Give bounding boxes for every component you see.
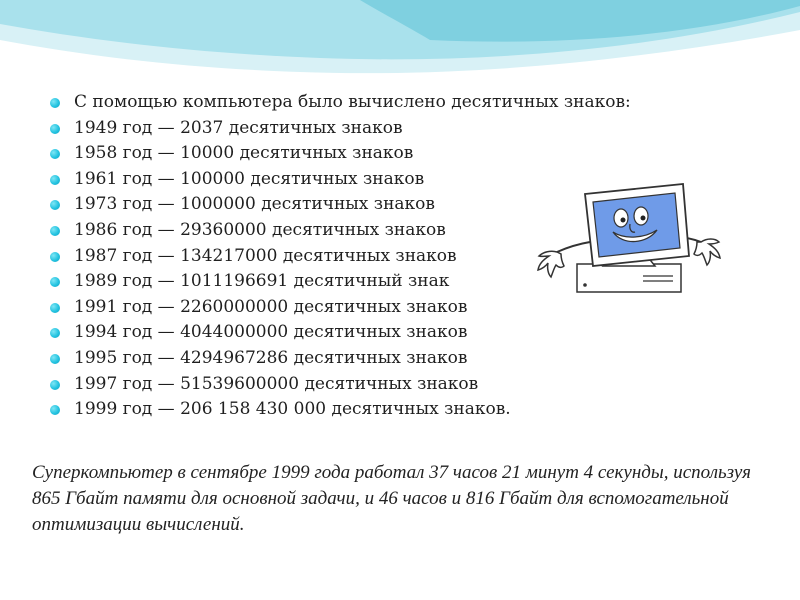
list-item-text: 1995 год — 4294967286 десятичных знаков bbox=[74, 347, 468, 368]
list-item bbox=[50, 397, 631, 423]
list-item-text: 1986 год — 29360000 десятичных знаков bbox=[74, 219, 446, 240]
bullet-icon bbox=[50, 380, 60, 390]
list-item-text: 1989 год — 1011196691 десятичный знак bbox=[74, 271, 450, 292]
bullet-icon bbox=[50, 226, 60, 236]
bullet-icon bbox=[50, 277, 60, 287]
list-item bbox=[50, 90, 631, 116]
cartoon-computer-icon bbox=[533, 180, 723, 300]
list-item-text: 1991 год — 2260000000 десятичных знаков bbox=[74, 296, 468, 317]
list-item-text: 1961 год — 100000 десятичных знаков bbox=[74, 168, 425, 189]
bullet-icon bbox=[50, 405, 60, 415]
bullet-icon bbox=[50, 149, 60, 159]
supercomputer-note: Суперкомпьютер в сентябре 1999 года работал 37 часов 21 минут 4 секунды, используя 865 Гбайт памяти для основной задачи, и 46 часов и 816 Гбайт для вспомогательной оптимизации вычислений. bbox=[32, 462, 751, 535]
bullet-icon bbox=[50, 354, 60, 364]
list-item bbox=[50, 116, 631, 142]
list-item-text: 1958 год — 10000 десятичных знаков bbox=[74, 143, 414, 164]
bullet-icon bbox=[50, 200, 60, 210]
list-item bbox=[50, 372, 631, 398]
bullet-icon bbox=[50, 98, 60, 108]
bullet-icon bbox=[50, 252, 60, 262]
bullet-icon bbox=[50, 303, 60, 313]
bullet-icon bbox=[50, 328, 60, 338]
bullet-icon bbox=[50, 124, 60, 134]
list-item-text: 1987 год — 134217000 десятичных знаков bbox=[74, 245, 457, 266]
bullet-icon bbox=[50, 175, 60, 185]
list-item-text: С помощью компьютера было вычислено десятичных знаков: bbox=[74, 92, 631, 112]
list-item-text: 1999 год — 206 158 430 000 десятичных знаков. bbox=[74, 399, 511, 420]
list-item-text: 1997 год — 51539600000 десятичных знаков bbox=[74, 373, 479, 394]
list-item bbox=[50, 320, 631, 346]
list-item-text: 1994 год — 4044000000 десятичных знаков bbox=[74, 322, 468, 343]
list-item bbox=[50, 141, 631, 167]
list-item-text: 1949 год — 2037 десятичных знаков bbox=[74, 117, 403, 138]
header-wave-decoration bbox=[0, 0, 800, 90]
list-item bbox=[50, 346, 631, 372]
list-item-text: 1973 год — 1000000 десятичных знаков bbox=[74, 194, 435, 215]
